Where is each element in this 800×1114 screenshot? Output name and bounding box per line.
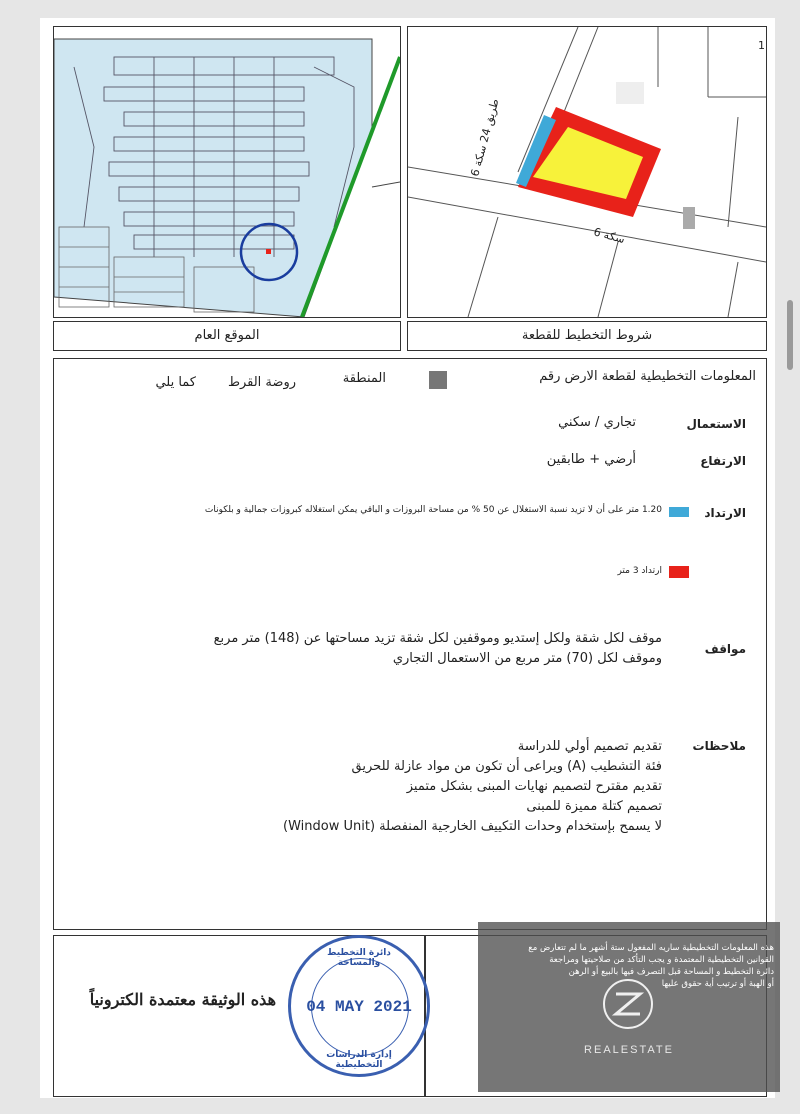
disclaimer-line: أو الهبة أو ترتيب أية حقوق عليها [661, 979, 774, 989]
planning-info-box [53, 358, 767, 930]
area-swatch [429, 371, 447, 389]
setback-label: الارتداد [704, 506, 746, 520]
info-title: المعلومات التخطيطية لقطعة الارض رقم [539, 369, 756, 384]
height-label: الارتفاع [700, 454, 746, 468]
map-marker-number: 1 [758, 39, 765, 52]
setback-red-text: ارتداد 3 متر [617, 566, 662, 576]
stamp-date: 04 MAY 2021 [306, 998, 412, 1016]
note-item: لا يسمح بإستخدام وحدات التكييف الخارجية المنفصلة (Window Unit) [283, 819, 662, 834]
plot-planning-map [407, 26, 767, 318]
notes-label: ملاحظات [692, 739, 746, 753]
area-value: روضة القرط [227, 375, 296, 390]
brand-name: REALESTATE [584, 1044, 674, 1056]
usage-label: الاستعمال [686, 417, 746, 431]
general-location-map [53, 26, 401, 318]
disclaimer-line: القوانين التخطيطية المعتمدة و يجب التأكد من صلاحيتها ومراجعة [549, 955, 774, 965]
official-stamp [288, 935, 430, 1077]
brand-logo-icon [598, 974, 658, 1034]
height-value: أرضي + طابقين [546, 452, 636, 467]
certified-text: هذه الوثيقة معتمدة الكترونياً [89, 990, 276, 1009]
map-blur-patch-2 [683, 207, 695, 229]
general-map-drawing [54, 27, 400, 317]
road-label-2: سكة 6 [592, 225, 627, 247]
stamp-ring-top: دائرة التخطيط والمساحة [327, 948, 391, 968]
stamp-ring-bottom: إدارة الدراسات التخطيطية [326, 1050, 392, 1070]
as-follows-label: كما يلي [155, 375, 196, 390]
parking-label: مواقف [704, 642, 746, 656]
disclaimer-line: دائرة التخطيط و المساحة قبل التصرف فيها بالبيع أو الرهن [568, 967, 774, 977]
map-blur-patch [616, 82, 644, 104]
setback-red-swatch [669, 566, 689, 578]
general-map-caption: الموقع العام [194, 328, 260, 343]
scrollbar-thumb[interactable] [787, 300, 793, 370]
note-item: تقديم مقترح لتصميم نهايات المبنى بشكل متميز [406, 779, 662, 794]
setback-blue-swatch [669, 507, 689, 517]
watermark-overlay [478, 922, 780, 1092]
note-item: تقديم تصميم أولي للدراسة [517, 739, 662, 754]
parking-line-2: وموقف لكل (70) متر مربع من الاستعمال التجاري [392, 651, 662, 666]
location-dot [266, 249, 271, 254]
note-item: فئة التشطيب (A) ويراعى أن تكون من مواد عازلة للحريق [351, 759, 662, 774]
disclaimer-line: هذه المعلومات التخطيطية ساريه المفعول ستة أشهر ما لم تتعارض مع [528, 943, 774, 953]
setback-blue-text: 1.20 متر على أن لا تزيد نسبة الاستغلال عن 50 % من مساحة البروزات و الباقي يمكن استغلاله كبروزات جمالية و بلكونات [204, 505, 662, 515]
plot-map-caption-box [407, 321, 767, 351]
general-map-caption-box [53, 321, 401, 351]
parking-line-1: موقف لكل شقة ولكل إستديو وموقفين لكل شقة تزيد مساحتها عن (148) متر مربع [213, 631, 662, 646]
usage-value: تجاري / سكني [558, 415, 636, 430]
road-label: طريق 24 سكة 6 [468, 97, 502, 178]
area-label: المنطقة [342, 371, 386, 386]
plot-map-caption: شروط التخطيط للقطعة [521, 328, 653, 343]
plot-map-drawing [408, 27, 766, 317]
note-item: تصميم كتلة مميزة للمبنى [526, 799, 662, 814]
